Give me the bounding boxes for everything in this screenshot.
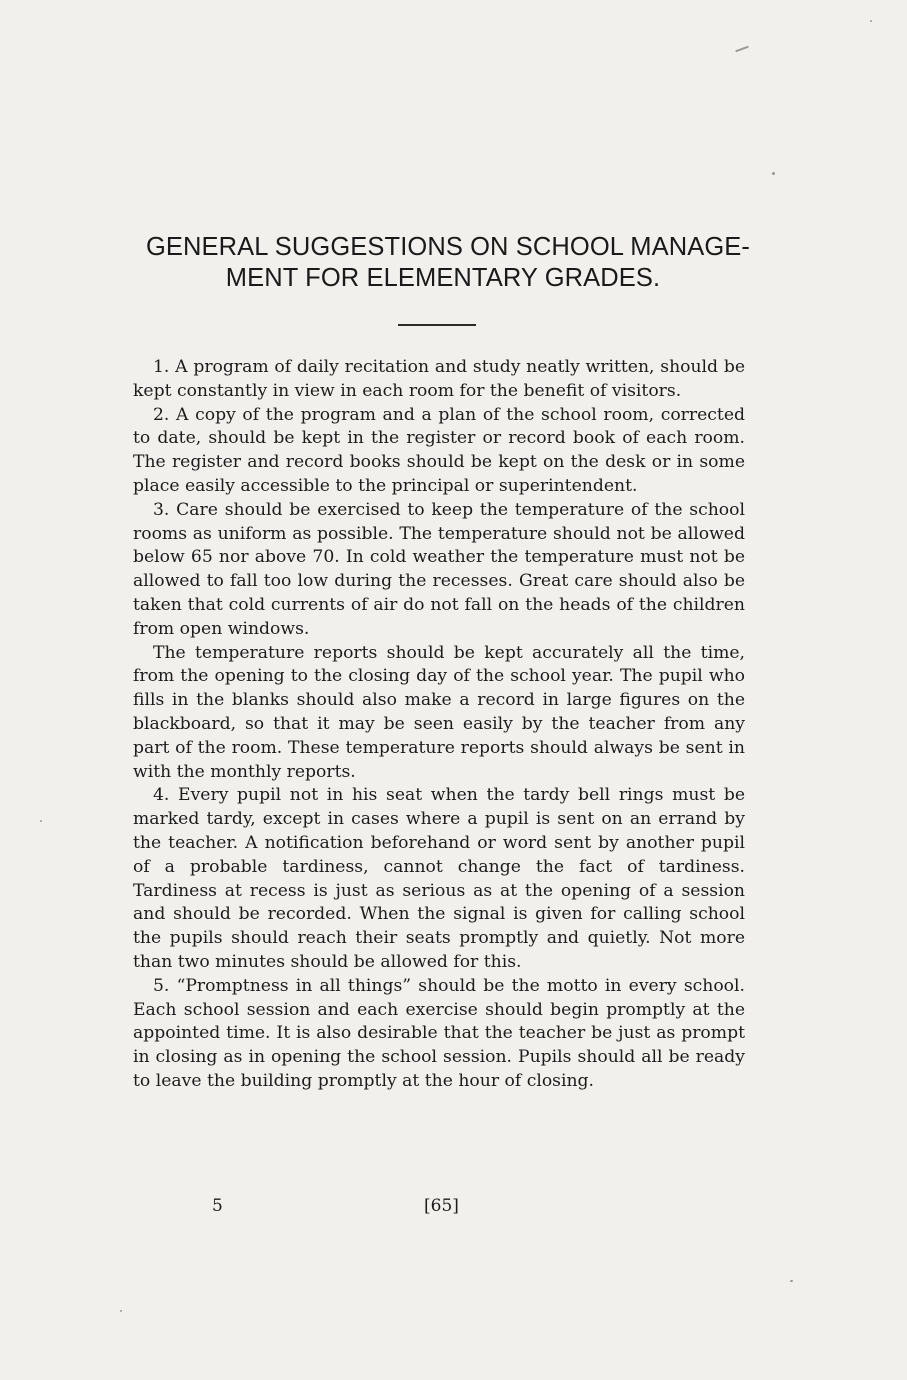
signature-mark: 5 xyxy=(212,1196,223,1216)
paper-mark xyxy=(735,46,749,53)
paragraph-register: 2. A copy of the program and a plan of the school room, corrected to date, should be kept in the register or record book of each room. The register and record books should be kept on the desk or in some place easily accessible to the principal or superintendent. xyxy=(133,404,745,496)
paper-speck xyxy=(120,1310,122,1312)
title-line-1: GENERAL SUGGESTIONS ON SCHOOL MANAGE- xyxy=(146,233,750,261)
paragraph-promptness: 5. “Promptness in all things” should be the motto in every school. Each school session and each exercise should begin promptly at the appointed time. It is also desirable that the teacher be just as prompt in closing as in opening the school session. Pupils should all be ready to leave the building promptly at the hour of closing. xyxy=(133,975,745,1091)
page-number: [65] xyxy=(424,1196,459,1216)
paragraph-temperature-reports: The temperature reports should be kept accurately all the time, from the opening to the closing day of the school year. The pupil who fills in the blanks should also make a record in large figures on the blackboard, so that it may be seen easily by the teacher from any part of the room. These temperature reports should always be sent in with the monthly reports. xyxy=(133,642,745,782)
paper-speck xyxy=(40,820,42,822)
title-line-2: MENT FOR ELEMENTARY GRADES. xyxy=(225,264,661,292)
body-text xyxy=(133,356,745,1094)
paragraph-temperature: 3. Care should be exercised to keep the temperature of the school rooms as uniform as possible. The temperature should not be allowed below 65 nor above 70. In cold weather the temperature must not be allowed to fall too low during the recesses. Great care should also be taken that cold currents of air do not fall on the heads of the children from open windows. xyxy=(133,499,745,639)
paper-speck xyxy=(772,172,775,175)
title-divider xyxy=(398,324,476,326)
page-title xyxy=(110,232,770,294)
paragraph-program: 1. A program of daily recitation and study neatly written, should be kept constantly in view in each room for the benefit of visitors. xyxy=(133,357,745,401)
paper-speck xyxy=(870,20,872,22)
paragraph-tardiness: 4. Every pupil not in his seat when the tardy bell rings must be marked tardy, except in cases where a pupil is sent on an errand by the teacher. A notification beforehand or word sent by another pupil of a probable tardiness, cannot change the fact of tardiness. Tardiness at recess is just as serious as at the opening of a session and should be recorded. When the signal is given for calling school the pupils should reach their seats promptly and quietly. Not more than two minutes should be allowed for this. xyxy=(133,785,745,972)
paper-speck xyxy=(790,1280,793,1282)
